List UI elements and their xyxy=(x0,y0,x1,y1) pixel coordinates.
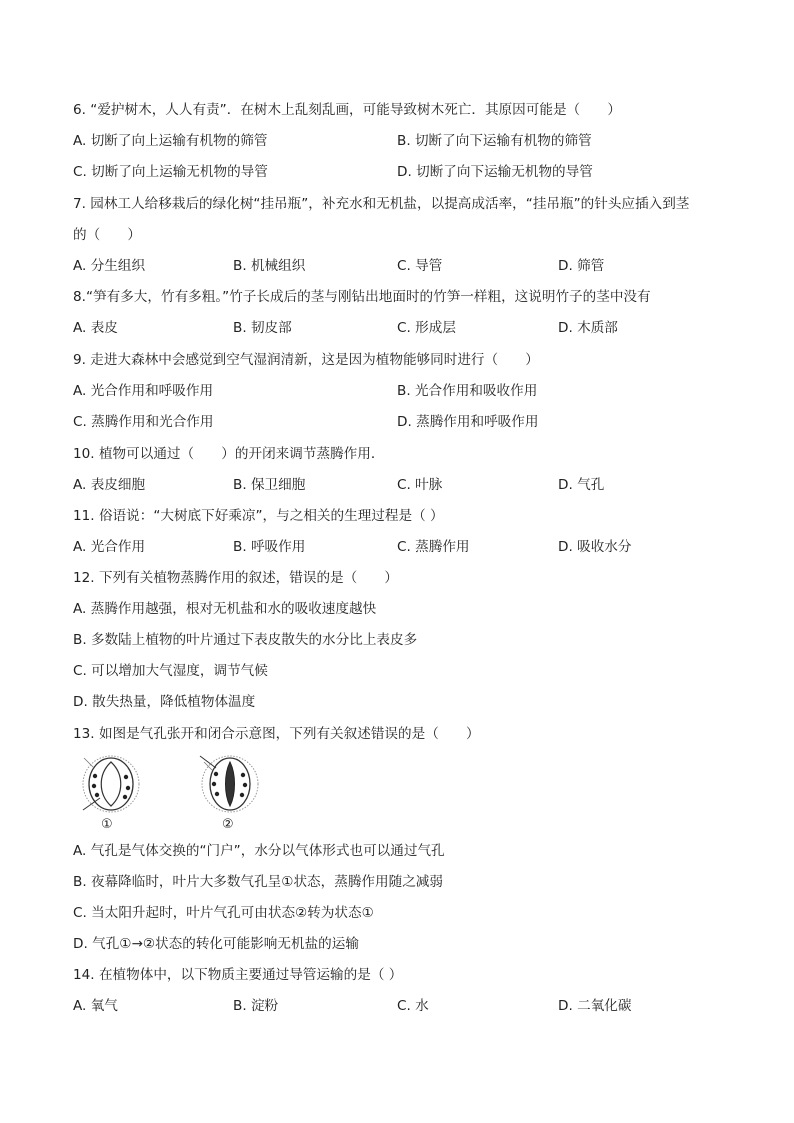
question-9-option-b: B. 光合作用和吸收作用 xyxy=(397,383,538,399)
question-10-option-b: B. 保卫细胞 xyxy=(233,477,306,493)
question-7-stem-continued: 的（ ） xyxy=(73,227,141,243)
question-8-option-a: A. 表皮 xyxy=(73,320,118,336)
question-8-option-b: B. 韧皮部 xyxy=(233,320,292,336)
stomata-diagram-svg xyxy=(70,750,270,820)
question-12-option-c: C. 可以增加大气湿度，调节气候 xyxy=(73,663,268,679)
question-14-option-d: D. 二氧化碳 xyxy=(558,998,632,1014)
question-14-stem: 14. 在植物体中，以下物质主要通过导管运输的是（ ） xyxy=(73,967,403,983)
stoma-closed xyxy=(200,756,258,812)
figure-label-1: ① xyxy=(101,817,113,832)
question-10-option-d: D. 气孔 xyxy=(558,477,605,493)
question-6-stem: 6. “爱护树木，人人有责”．在树木上乱刻乱画，可能导致树木死亡．其原因可能是（ ） xyxy=(73,102,621,118)
question-10-option-c: C. 叶脉 xyxy=(397,477,443,493)
question-13-option-b: B. 夜幕降临时，叶片大多数气孔呈①状态，蒸腾作用随之减弱 xyxy=(73,874,443,890)
question-12-option-b: B. 多数陆上植物的叶片通过下表皮散失的水分比上表皮多 xyxy=(73,632,418,648)
question-7-option-b: B. 机械组织 xyxy=(233,258,306,274)
question-14-option-c: C. 水 xyxy=(397,998,429,1014)
question-11-option-d: D. 吸收水分 xyxy=(558,539,632,555)
question-14-option-b: B. 淀粉 xyxy=(233,998,279,1014)
question-6-option-c: C. 切断了向上运输无机物的导管 xyxy=(73,164,268,180)
question-10-stem: 10. 植物可以通过（ ）的开闭来调节蒸腾作用． xyxy=(73,446,385,462)
question-6-option-a: A. 切断了向上运输有机物的筛管 xyxy=(73,133,268,149)
question-11-option-c: C. 蒸腾作用 xyxy=(397,539,470,555)
question-10-option-a: A. 表皮细胞 xyxy=(73,477,146,493)
question-8-option-d: D. 木质部 xyxy=(558,320,618,336)
question-9-option-d: D. 蒸腾作用和呼吸作用 xyxy=(397,414,539,430)
question-6-option-d: D. 切断了向下运输无机物的导管 xyxy=(397,164,593,180)
question-7-stem: 7. 园林工人给移栽后的绿化树“挂吊瓶”，补充水和无机盐，以提高成活率，“挂吊瓶”的针头应插入到茎 xyxy=(73,196,690,212)
question-13-stem: 13. 如图是气孔张开和闭合示意图，下列有关叙述错误的是（ ） xyxy=(73,726,480,742)
question-6-option-b: B. 切断了向下运输有机物的筛管 xyxy=(397,133,592,149)
question-9-option-c: C. 蒸腾作用和光合作用 xyxy=(73,414,214,430)
question-9-stem: 9. 走进大森林中会感觉到空气湿润清新，这是因为植物能够同时进行（ ） xyxy=(73,352,539,368)
question-13-option-d: D. 气孔①→②状态的转化可能影响无机盐的运输 xyxy=(73,936,359,952)
question-11-stem: 11. 俗语说：“大树底下好乘凉”，与之相关的生理过程是（ ） xyxy=(73,508,444,524)
question-13-option-a: A. 气孔是气体交换的“门户”，水分以气体形式也可以通过气孔 xyxy=(73,843,445,859)
question-14-option-a: A. 氧气 xyxy=(73,998,118,1014)
question-8-stem: 8.“笋有多大，竹有多粗。”竹子长成后的茎与刚钻出地面时的竹笋一样粗，这说明竹子的茎中没有 xyxy=(73,289,651,305)
question-12-stem: 12. 下列有关植物蒸腾作用的叙述，错误的是（ ） xyxy=(73,570,399,586)
question-7-option-c: C. 导管 xyxy=(397,258,443,274)
question-8-option-c: C. 形成层 xyxy=(397,320,456,336)
question-12-option-a: A. 蒸腾作用越强，根对无机盐和水的吸收速度越快 xyxy=(73,601,377,617)
question-11-option-a: A. 光合作用 xyxy=(73,539,146,555)
question-7-option-a: A. 分生组织 xyxy=(73,258,146,274)
question-11-option-b: B. 呼吸作用 xyxy=(233,539,306,555)
figure-label-2: ② xyxy=(222,817,234,832)
stomata-diagram xyxy=(70,750,270,838)
question-9-option-a: A. 光合作用和呼吸作用 xyxy=(73,383,214,399)
question-13-option-c: C. 当太阳升起时，叶片气孔可由状态②转为状态① xyxy=(73,905,374,921)
question-12-option-d: D. 散失热量，降低植物体温度 xyxy=(73,694,256,710)
question-7-option-d: D. 筛管 xyxy=(558,258,605,274)
stoma-open xyxy=(83,756,139,812)
